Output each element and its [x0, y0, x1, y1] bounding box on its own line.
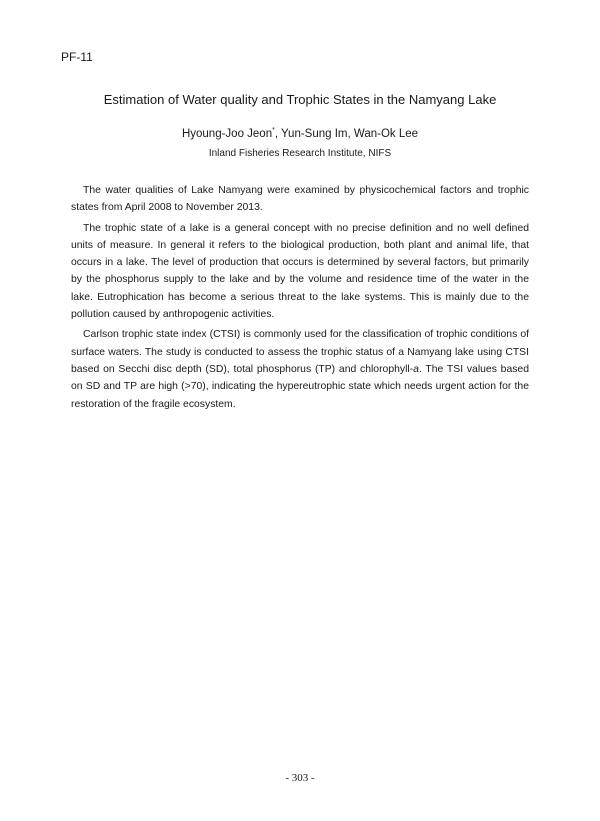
- first-author: Hyoung-Joo Jeon: [181, 128, 273, 140]
- abstract-body: [71, 182, 529, 416]
- paper-code: PF-11: [61, 50, 93, 64]
- page-number: - 303 -: [285, 772, 315, 784]
- abstract-paragraph-2: The trophic state of a lake is a general concept with no precise definition and no well defined units of measure. In general it refers to the biological production, both plant and animal life, that occurs in a lake. The level of production that occurs is determined by several factors, but primarily by the phosphorus supply to the lake and by the volume and residence time of the water in the lake. Eutrophication has become a serious threat to the lake systems. This is mainly due to the pollution caused by anthropogenic activities.: [71, 222, 529, 321]
- co-authors: , Yun-Sung Im, Wan-Ok Lee: [274, 128, 419, 140]
- paragraph-3-text-a: Carlson trophic state index (CTSI) is commonly used for the classification of trophic conditions of surface waters. The study is conducted to assess the trophic status of a Namyang lake using CTSI based on Secchi disc depth (SD), total phosphorus (TP) and chlorophyll-: [71, 329, 529, 375]
- paragraph-3-text-b: . The TSI values based on SD and TP are high (>70), indicating the hypereutrophic state which needs urgent action for the restoration of the fragile ecosystem.: [71, 363, 529, 410]
- abstract-paragraph-3: [71, 326, 529, 412]
- paper-title: Estimation of Water quality and Trophic States in the Namyang Lake: [103, 92, 497, 107]
- corresponding-mark: *: [272, 127, 275, 135]
- abstract-paragraph-1: The water qualities of Lake Namyang were examined by physicochemical factors and trophic states from April 2008 to November 2013.: [71, 185, 529, 214]
- affiliation: Inland Fisheries Research Institute, NIFS: [208, 148, 392, 159]
- author-line: [0, 128, 600, 140]
- chlorophyll-a-italic: a: [413, 363, 419, 375]
